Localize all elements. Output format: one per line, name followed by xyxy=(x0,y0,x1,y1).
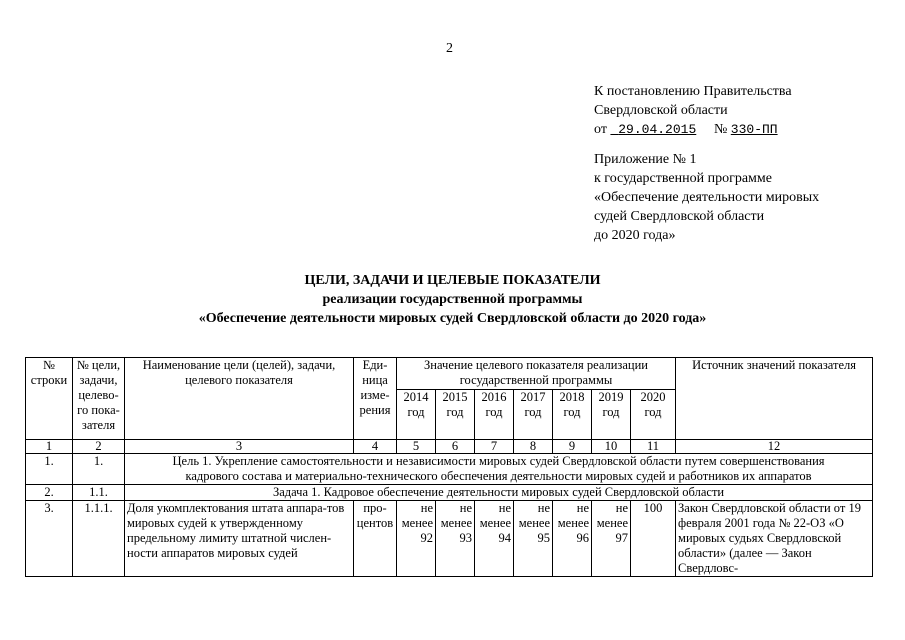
row-number: 2. xyxy=(26,485,73,501)
col-number: 9 xyxy=(553,440,592,454)
col-number: 8 xyxy=(514,440,553,454)
header-unit: Еди-ница изме-рения xyxy=(354,358,397,440)
task-text: Задача 1. Кадровое обеспечение деятельности мировых судей Свердловской области xyxy=(125,485,873,501)
table-row xyxy=(26,454,873,485)
header-year-2017: 2017 год xyxy=(514,390,553,440)
value-2019: не менее 97 xyxy=(592,501,631,577)
col-number: 5 xyxy=(397,440,436,454)
indicator-unit: про-центов xyxy=(354,501,397,577)
value-2015: не менее 93 xyxy=(436,501,475,577)
goals-table xyxy=(25,357,873,577)
row-number: 3. xyxy=(26,501,73,577)
decree-reference xyxy=(594,82,792,139)
col-number: 11 xyxy=(631,440,676,454)
header-values-group: Значение целевого показателя реализации государственной программы xyxy=(397,358,676,390)
header-year-2014: 2014 год xyxy=(397,390,436,440)
col-number: 2 xyxy=(73,440,125,454)
decree-date-line xyxy=(594,120,792,139)
decree-number: 330-ПП xyxy=(730,122,778,137)
header-year-2018: 2018 год xyxy=(553,390,592,440)
appendix-line-5: до 2020 года» xyxy=(594,228,676,243)
col-number: 1 xyxy=(26,440,73,454)
decree-line-2: Свердловской области xyxy=(594,103,728,118)
date-prefix: от xyxy=(594,122,607,137)
table-row xyxy=(26,501,873,577)
value-2016: не менее 94 xyxy=(475,501,514,577)
appendix-line-1: Приложение № 1 xyxy=(594,152,697,167)
header-source: Источник значений показателя xyxy=(676,358,873,440)
goal-code: 1. xyxy=(73,454,125,485)
document-subtitle: реализации государственной программы xyxy=(322,292,583,307)
appendix-line-3: «Обеспечение деятельности мировых xyxy=(594,190,820,205)
indicator-name: Доля укомплектования штата аппара-тов мировых судей к утвержденному предельному лимиту штатной числен-ности аппаратов мировых судей xyxy=(125,501,354,577)
value-2020: 100 xyxy=(631,501,676,577)
decree-line-1: К постановлению Правительства xyxy=(594,84,792,99)
appendix-line-4: судей Свердловской области xyxy=(594,209,765,224)
column-numbers-row xyxy=(26,440,873,454)
col-number: 12 xyxy=(676,440,873,454)
col-number: 10 xyxy=(592,440,631,454)
row-number: 1. xyxy=(26,454,73,485)
number-prefix: № xyxy=(713,122,728,137)
header-row-number: № строки xyxy=(26,358,73,440)
col-number: 4 xyxy=(354,440,397,454)
document-title: ЦЕЛИ, ЗАДАЧИ И ЦЕЛЕВЫЕ ПОКАЗАТЕЛИ xyxy=(304,273,601,288)
header-year-2015: 2015 год xyxy=(436,390,475,440)
header-year-2020: 2020 год xyxy=(631,390,676,440)
table-row xyxy=(26,485,873,501)
indicator-code: 1.1.1. xyxy=(73,501,125,577)
appendix-line-2: к государственной программе xyxy=(594,171,772,186)
appendix-reference xyxy=(594,150,819,245)
col-number: 3 xyxy=(125,440,354,454)
header-year-2016: 2016 год xyxy=(475,390,514,440)
value-2014: не менее 92 xyxy=(397,501,436,577)
value-2017: не менее 95 xyxy=(514,501,553,577)
program-name: «Обеспечение деятельности мировых судей Свердловской области до 2020 года» xyxy=(198,311,707,326)
col-number: 6 xyxy=(436,440,475,454)
header-name: Наименование цели (целей), задачи, целевого показателя xyxy=(125,358,354,440)
header-goal-number: № цели, задачи, целево-го пока-зателя xyxy=(73,358,125,440)
header-year-2019: 2019 год xyxy=(592,390,631,440)
decree-date: 29.04.2015 xyxy=(618,122,697,137)
task-code: 1.1. xyxy=(73,485,125,501)
value-2018: не менее 96 xyxy=(553,501,592,577)
goal-text: Цель 1. Укрепление самостоятельности и независимости мировых судей Свердловской области путем совершенствования кадрового состава и материально-технического обеспечения деятельности мировых судей и работников их аппаратов xyxy=(125,454,873,485)
indicator-source: Закон Свердловской области от 19 февраля 2001 года № 22-ОЗ «О мировых судьях Свердловской области» (далее — Закон Свердловс- xyxy=(676,501,873,577)
page-number: 2 xyxy=(446,41,453,56)
col-number: 7 xyxy=(475,440,514,454)
